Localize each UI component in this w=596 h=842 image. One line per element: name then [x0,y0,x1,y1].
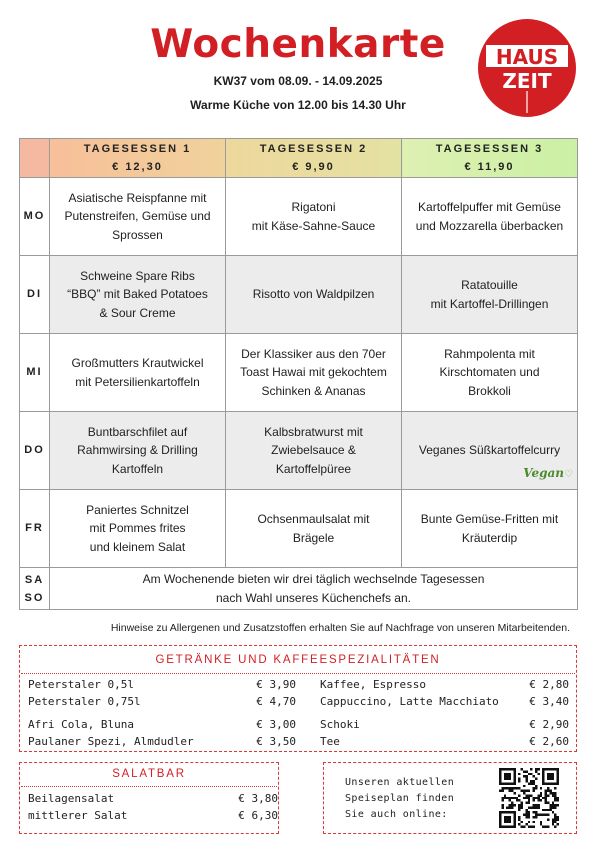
day-label-weekend [20,568,50,610]
online-line-3: Sie auch online: [345,809,448,820]
item-price: € 3,80 [238,792,278,805]
vegan-badge [523,464,573,485]
item-name: Cappuccino, Latte Macchiato [320,695,499,708]
item-price: € 3,90 [256,678,296,691]
price-row [28,734,296,750]
day-label: FR [20,490,50,568]
col-price: € 9,90 [292,161,335,173]
dish-cell [226,334,402,412]
item-price: € 2,80 [529,678,569,691]
dish-cell [50,412,226,490]
day-label: MO [20,178,50,256]
dish-line: Ochsenmaulsalat mit [257,512,370,526]
drinks-box [19,645,577,752]
price-row [28,791,278,807]
hauszeit-logo [477,18,577,118]
price-row [320,677,569,693]
dish-line: Kartoffeln [111,461,164,476]
dish-line: Schinken & Ananas [261,383,366,398]
dish-cell [226,412,402,490]
allergen-note: Hinweise zu Allergenen und Zusatzstoffen erhalten Sie auf Nachfrage von unseren Mitarbeitenden. [110,622,570,634]
dish-line: Zwiebelsauce & [271,443,356,458]
header-corner [20,139,50,178]
menu-row-2 [20,334,578,412]
dish-line: Brokkoli [468,383,511,398]
dish-line: Kirschtomaten und [439,365,540,380]
dish-cell [226,178,402,256]
dish-line: Rahmpolenta mit [444,346,535,361]
week-range: KW37 vom 08.09. - 14.09.2025 [213,74,383,88]
weekend-text [50,568,578,610]
dish-cell [50,256,226,334]
dish-line: Kräuterdip [461,530,518,545]
dish-line: Der Klassiker aus den 70er [241,346,386,361]
price-row [28,808,278,824]
dish-cell [226,256,402,334]
day-sa: SA [24,573,45,586]
weekend-line-1: Am Wochenende bieten wir drei täglich wechselnde Tagesessen [142,572,485,586]
menu-row-4 [20,490,578,568]
dish-cell [50,178,226,256]
col-price: € 12,30 [112,161,163,173]
dish-line: und Mozzarella überbacken [415,218,564,233]
item-name: Peterstaler 0,75l [28,695,141,708]
item-name: mittlerer Salat [28,809,128,822]
item-name: Beilagensalat [28,792,115,805]
dish-line: Bunte Gemüse-Fritten mit [420,512,559,526]
drinks-title: GETRÄNKE UND KAFFEESPEZIALITÄTEN [155,654,441,666]
item-price: € 3,00 [256,718,296,731]
page-title: Wochenkarte [150,22,446,67]
logo-word-2: ZEIT [502,69,552,93]
dish-line: Buntbarschfilet auf [87,424,188,439]
dish-line: Kalbsbratwurst mit [264,424,363,439]
item-price: € 6,30 [238,809,278,822]
dish-line: mit Petersilienkartoffeln [75,374,200,389]
dish-line: & Sour Creme [99,305,176,320]
dish-cell [402,178,578,256]
leaf-icon: ♡ [564,468,573,480]
header-tagesessen-2 [226,139,402,178]
price-row [28,717,296,733]
price-row [28,677,296,693]
header-tagesessen-1 [50,139,226,178]
dish-line: Kartoffelpüree [275,461,352,476]
dish-line: Toast Hawai mit gekochtem [240,365,387,380]
item-name: Paulaner Spezi, Almdudler [28,735,194,748]
price-row [320,717,569,733]
dish-line: und kleinem Salat [89,539,186,554]
dish-line: Sprossen [112,227,163,242]
dish-line: mit Käse-Sahne-Sauce [251,218,376,233]
item-name: Tee [320,735,340,748]
vegan-label: Vegan [523,465,565,480]
price-row [320,734,569,750]
menu-row-1 [20,256,578,334]
weekend-row [20,568,578,610]
col-price: € 11,90 [464,161,515,173]
item-price: € 4,70 [256,695,296,708]
col-label: TAGESESSEN 3 [435,143,544,155]
dish-line: mit Pommes frites [89,521,186,536]
online-text [345,775,454,823]
day-label: DI [20,256,50,334]
dish-line: “BBQ” mit Baked Potatoes [67,287,208,302]
dish-line: Paniertes Schnitzel [86,502,189,517]
dish-line: Asiatische Reispfanne mit [68,190,207,205]
item-price: € 2,60 [529,735,569,748]
dish-line: Risotto von Waldpilzen [252,287,375,302]
item-price: € 2,90 [529,718,569,731]
dish-line: mit Kartoffel-Drillingen [430,296,549,311]
price-row [320,694,569,710]
weekly-menu-table [19,138,578,610]
menu-row-0 [20,178,578,256]
dish-cell [402,490,578,568]
dish-line: Putenstreifen, Gemüse und [64,209,211,224]
day-label: DO [20,412,50,490]
dish-line: Großmutters Krautwickel [71,356,204,370]
dish-line: Brägele [292,530,335,545]
price-row [28,694,296,710]
dish-cell [402,412,578,490]
item-name: Kaffee, Espresso [320,678,426,691]
item-name: Peterstaler 0,5l [28,678,134,691]
dish-cell [402,256,578,334]
item-name: Schoki [320,718,360,731]
menu-row-3 [20,412,578,490]
online-line-2: Speiseplan finden [345,793,455,804]
dish-cell [50,490,226,568]
qr-code-icon[interactable] [499,768,559,828]
salad-box [19,762,279,834]
dish-cell [226,490,402,568]
item-price: € 3,40 [529,695,569,708]
day-label: MI [20,334,50,412]
weekend-line-2: nach Wahl unseres Küchenchefs an. [215,590,411,605]
dish-line: Ratatouille [461,278,518,292]
dish-line: Schweine Spare Ribs [80,268,195,283]
logo-word-1: HAUS [495,45,559,69]
dish-line: Rahmwirsing & Drilling [77,443,198,458]
kitchen-hours: Warme Küche von 12.00 bis 14.30 Uhr [190,98,406,112]
item-name: Afri Cola, Bluna [28,718,134,731]
col-label: TAGESESSEN 2 [259,143,368,155]
salad-title: SALATBAR [112,768,186,780]
dish-cell [402,334,578,412]
online-box [323,762,577,834]
dish-line: Veganes Süßkartoffelcurry [418,443,561,458]
dish-cell [50,334,226,412]
day-so: SO [24,591,45,604]
header-tagesessen-3 [402,139,578,178]
item-price: € 3,50 [256,735,296,748]
col-label: TAGESESSEN 1 [83,143,192,155]
online-line-1: Unseren aktuellen [345,777,455,788]
dish-line: Rigatoni [291,200,336,214]
dish-line: Kartoffelpuffer mit Gemüse [418,200,561,214]
